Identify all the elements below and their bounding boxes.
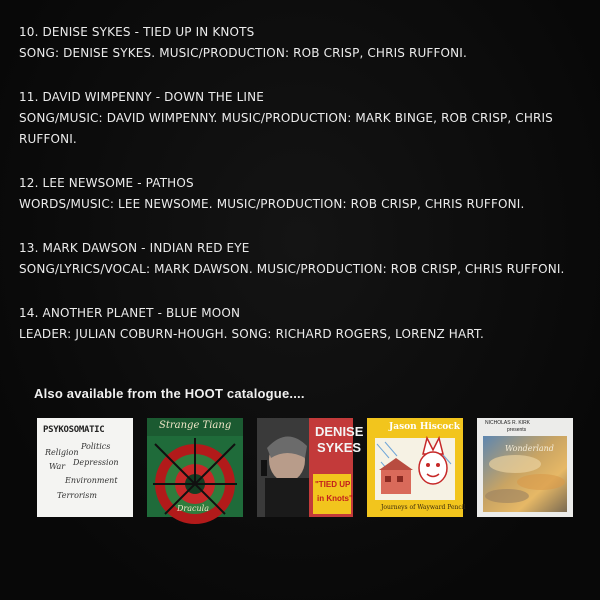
track-heading: 13. MARK DAWSON - INDIAN RED EYE — [19, 241, 250, 255]
track-credits: WORDS/MUSIC: LEE NEWSOME. MUSIC/PRODUCTION: ROB CRISP, CHRIS RUFFONI. — [19, 197, 525, 211]
track-heading: 12. LEE NEWSOME - PATHOS — [19, 176, 194, 190]
album-cover-denise-sykes[interactable] — [257, 418, 364, 517]
track-listing — [19, 22, 589, 368]
album-title: Wonderland — [505, 444, 554, 453]
album-word: Terrorism — [57, 491, 97, 500]
track-heading: 14. ANOTHER PLANET - BLUE MOON — [19, 306, 241, 320]
album-word: Politics — [81, 442, 111, 451]
album-word: War — [49, 462, 66, 471]
album-word: Depression — [73, 458, 119, 467]
album-subtitle: in Knots" — [317, 494, 353, 503]
track-entry-10 — [19, 22, 589, 64]
track-credits: SONG/MUSIC: DAVID WIMPENNY. MUSIC/PRODUCTION: MARK BINGE, ROB CRISP, CHRIS RUFFONI. — [19, 111, 553, 146]
album-title: Strange Tiang — [159, 420, 232, 431]
album-cover-jason-hiscock[interactable] — [367, 418, 466, 517]
catalogue-label: Also available from the HOOT catalogue.... — [34, 386, 305, 401]
album-cover-nicholas-kirk[interactable] — [477, 418, 573, 517]
catalogue-covers — [37, 418, 567, 518]
track-entry-12 — [19, 173, 589, 215]
track-credits: SONG/LYRICS/VOCAL: MARK DAWSON. MUSIC/PRODUCTION: ROB CRISP, CHRIS RUFFONI. — [19, 262, 565, 276]
track-credits: SONG: DENISE SYKES. MUSIC/PRODUCTION: ROB CRISP, CHRIS RUFFONI. — [19, 46, 467, 60]
album-subtitle: "TIED UP — [315, 480, 351, 489]
album-cover-psykosomatic[interactable] — [37, 418, 133, 517]
pencil-artwork — [367, 418, 463, 517]
track-entry-13 — [19, 238, 589, 280]
track-credits: LEADER: JULIAN COBURN-HOUGH. SONG: RICHARD ROGERS, LORENZ HART. — [19, 327, 484, 341]
album-header: NICHOLAS R. KIRK — [485, 420, 531, 426]
track-entry-11 — [19, 87, 589, 150]
track-heading: 11. DAVID WIMPENNY - DOWN THE LINE — [19, 90, 264, 104]
track-entry-14 — [19, 303, 589, 345]
album-subtitle: Dracula — [177, 504, 209, 513]
album-title: PSYKOSOMATIC — [43, 425, 105, 435]
album-artist: SYKES — [317, 440, 362, 455]
album-cover-strange-tiang[interactable] — [147, 418, 243, 517]
album-header: presents — [507, 427, 527, 433]
stained-glass-artwork — [147, 418, 243, 517]
album-artist: DENISE — [315, 424, 364, 439]
album-word: Environment — [65, 476, 118, 485]
album-word: Religion — [45, 448, 79, 457]
album-artist: Jason Hiscock — [389, 422, 461, 432]
album-subtitle: Journeys of Wayward Pencil — [381, 504, 466, 511]
track-heading: 10. DENISE SYKES - TIED UP IN KNOTS — [19, 25, 255, 39]
